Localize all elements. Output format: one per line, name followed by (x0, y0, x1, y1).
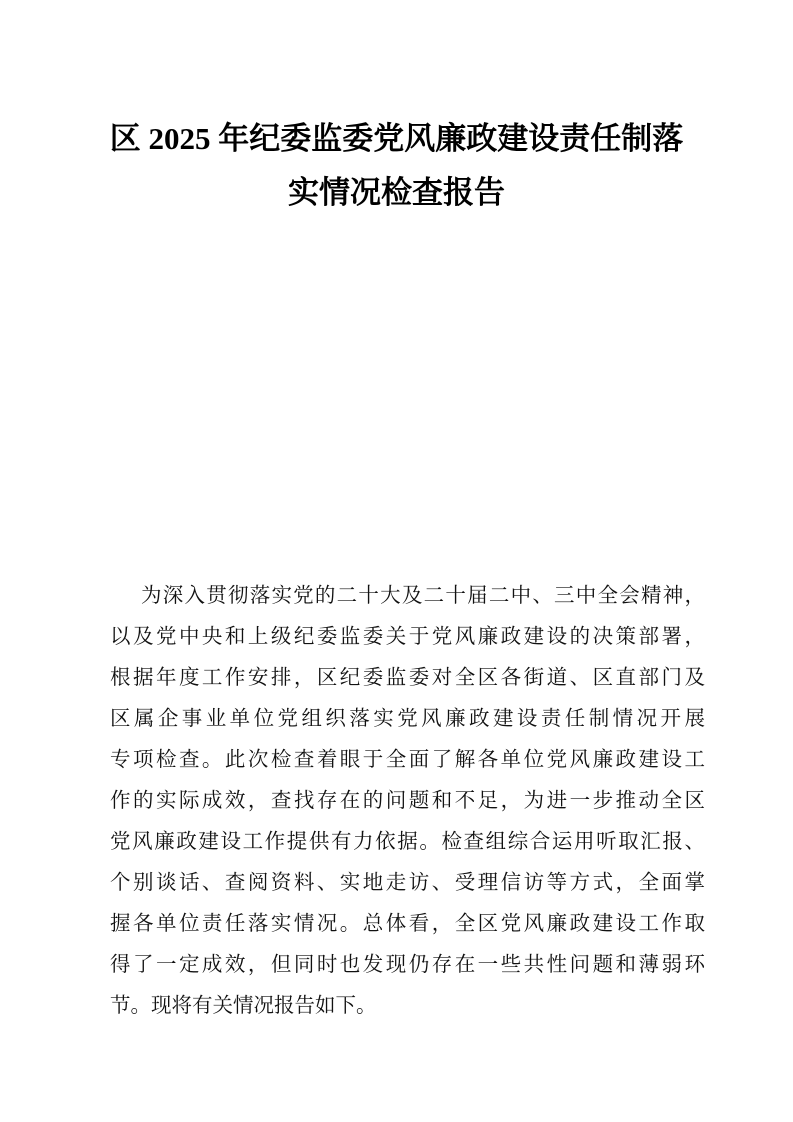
body-paragraph-line: 节。现将有关情况报告如下。 (110, 995, 377, 1017)
document-title-line-1: 区 2025 年纪委监委党风廉政建设责任制落 (109, 121, 684, 156)
document-title (0, 0, 793, 220)
document-title-line-2: 实情况检查报告 (288, 175, 505, 210)
body-paragraph-line: 专项检查。此次检查着眼于全面了解各单位党风廉政建设工 (110, 749, 705, 771)
body-paragraph-line: 根据年度工作安排，区纪委监委对全区各街道、区直部门及 (110, 667, 705, 689)
body-paragraph-line: 个别谈话、查阅资料、实地走访、受理信访等方式，全面掌 (110, 872, 705, 894)
body-paragraph-line: 得了一定成效，但同时也发现仍存在一些共性问题和薄弱环 (110, 954, 705, 976)
body-paragraph-line: 区属企事业单位党组织落实党风廉政建设责任制情况开展 (110, 708, 705, 730)
body-paragraph-line: 以及党中央和上级纪委监委关于党风廉政建设的决策部署， (110, 626, 705, 648)
body-paragraph-line: 为深入贯彻落实党的二十大及二十届二中、三中全会精神， (141, 585, 705, 607)
document-body (110, 576, 705, 1027)
body-paragraph-line: 党风廉政建设工作提供有力依据。检查组综合运用听取汇报、 (110, 831, 705, 853)
body-paragraph-line: 握各单位责任落实情况。总体看，全区党风廉政建设工作取 (110, 913, 705, 935)
body-paragraph-line: 作的实际成效，查找存在的问题和不足，为进一步推动全区 (110, 790, 705, 812)
